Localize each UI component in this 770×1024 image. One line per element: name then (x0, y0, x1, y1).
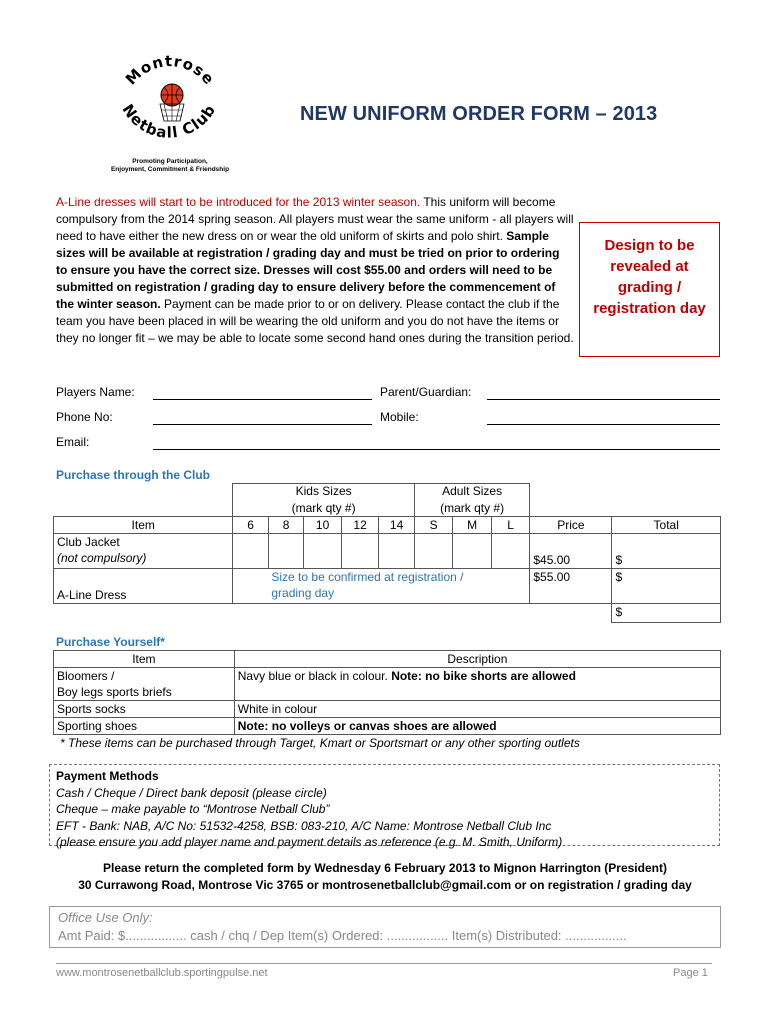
club-logo (100, 55, 240, 175)
self-desc-header: Description (234, 651, 720, 668)
size-6-header: 6 (233, 517, 268, 534)
kids-sizes-label: Kids Sizes (295, 484, 352, 498)
item-header: Item (54, 517, 233, 534)
players-name-field[interactable] (153, 399, 372, 400)
price-header: Price (530, 517, 612, 534)
self-purchase-footnote: * These items can be purchased through Target, Kmart or Sportsmart or any other sporting outlets (60, 736, 580, 750)
dress-item: A-Line Dress (54, 569, 233, 604)
mobile-field[interactable] (487, 424, 720, 425)
size-l-header: L (491, 517, 530, 534)
parent-guardian-field[interactable] (487, 399, 720, 400)
self-purchase-table (53, 650, 721, 735)
shoes-item: Sporting shoes (54, 718, 235, 735)
table-row (54, 668, 721, 701)
netball-icon (160, 84, 184, 121)
dress-total[interactable]: $ (612, 569, 721, 604)
page-title: NEW UNIFORM ORDER FORM – 2013 (300, 103, 658, 125)
email-label: Email: (56, 435, 90, 449)
jacket-qty-10[interactable] (304, 534, 342, 569)
svg-text:Montrose (122, 55, 218, 89)
table-row (54, 701, 721, 718)
kids-sizes-header (233, 484, 414, 501)
size-m-header: M (453, 517, 492, 534)
self-item-header: Item (54, 651, 235, 668)
bloomers-desc: Navy blue or black in colour. (237, 669, 392, 683)
dress-size-note (268, 569, 529, 604)
jacket-qty-6[interactable] (233, 534, 268, 569)
design-line-1: Design to be (604, 237, 695, 254)
office-use-box (49, 906, 721, 948)
bloomers-item: Bloomers / (57, 669, 115, 683)
intro-paragraph (56, 194, 574, 347)
size-s-header: S (414, 517, 453, 534)
office-title: Office Use Only: (58, 910, 153, 925)
jacket-price: $45.00 (530, 534, 612, 569)
players-name-label: Players Name: (56, 385, 135, 399)
phone-label: Phone No: (56, 410, 113, 424)
size-10-header: 10 (304, 517, 342, 534)
logo-tagline-2: Enjoyment, Commitment & Friendship (110, 166, 230, 173)
grand-total[interactable]: $ (612, 604, 721, 623)
jacket-qty-m[interactable] (453, 534, 492, 569)
jacket-item: Club Jacket (57, 535, 120, 549)
intro-bold-text: Sample sizes will be available at registration / grading day and must be tried on prior to ordering to ensure you have the correct size. Dresses will cost $55.00 and orders will need to be submitted on registration / grading day to ensure delivery before the commencement of the winter season. (56, 229, 560, 311)
payment-line-3: EFT - Bank: NAB, A/C No: 51532-4258, BSB: 083-210, A/C Name: Montrose Netball Club Inc (56, 818, 552, 833)
payment-title: Payment Methods (56, 769, 159, 783)
bloomers-note: Note: no bike shorts are allowed (391, 669, 576, 683)
intro-text-2: Payment can be made prior to or on delivery. Please contact the club if the team you have been placed in will be wearing the old uniform and you do not have the items or they no longer fit – we may be able to locate some second hand ones during the transition period. (56, 297, 574, 345)
logo-tagline-1: Promoting Participation, (132, 158, 208, 165)
footer-url: www.montrosenetballclub.sportingpulse.net (56, 967, 268, 979)
socks-desc: White in colour (234, 701, 720, 718)
return-line-2: 30 Currawong Road, Montrose Vic 3765 or montrosenetballclub@gmail.com or on registration / grading day (78, 878, 692, 892)
intro-red-sentence: A-Line dresses will start to be introduced for the 2013 winter season. (56, 195, 421, 209)
club-purchase-heading: Purchase through the Club (56, 468, 211, 482)
return-instructions (40, 860, 730, 894)
payment-methods-box (49, 764, 720, 850)
logo-tagline (100, 158, 240, 174)
table-row (54, 569, 721, 604)
dress-price: $55.00 (530, 569, 612, 604)
payment-line-2: Cheque – make payable to “Montrose Netball Club” (56, 802, 330, 817)
logo-bottom-text: Netball Club (118, 100, 220, 142)
shoes-note: Note: no volleys or canvas shoes are allowed (237, 719, 497, 733)
total-header: Total (612, 517, 721, 534)
size-8-header: 8 (268, 517, 303, 534)
kids-mark-qty: (mark qty #) (233, 500, 414, 517)
jacket-qty-s[interactable] (414, 534, 453, 569)
parent-guardian-label: Parent/Guardian: (380, 385, 472, 399)
email-field[interactable] (153, 449, 720, 450)
jacket-total[interactable]: $ (612, 534, 721, 569)
intro-text-1: This uniform will become compulsory from the 2014 spring season. All players must wear the same uniform - all players will need to have either the new dress on or wear the old uniform of skirts and polo shirt. (56, 195, 574, 243)
design-notice-box (579, 222, 720, 357)
jacket-note: (not compulsory) (57, 551, 147, 565)
logo-top-text: Montrose (121, 55, 219, 89)
self-purchase-heading: Purchase Yourself* (56, 635, 165, 649)
dress-note-2: grading day (271, 586, 335, 600)
payment-line-4: (please ensure you add player name and payment details as reference (e.g. M. Smith, Uniform) (56, 835, 563, 850)
return-line-1: Please return the completed form by Wednesday 6 February 2013 to Mignon Harrington (President) (103, 861, 667, 875)
mobile-label: Mobile: (380, 410, 419, 424)
design-line-3: grading / (617, 279, 682, 296)
table-row (54, 718, 721, 735)
payment-line-1: Cash / Cheque / Direct bank deposit (please circle) (56, 785, 327, 800)
table-row (54, 534, 721, 569)
adult-sizes-label: Adult Sizes (442, 484, 503, 498)
phone-field[interactable] (153, 424, 372, 425)
jacket-qty-8[interactable] (268, 534, 303, 569)
adult-mark-qty: (mark qty #) (414, 500, 530, 517)
size-14-header: 14 (379, 517, 414, 534)
footer-page-number: Page 1 (673, 967, 708, 979)
jacket-qty-l[interactable] (491, 534, 530, 569)
adult-sizes-header (414, 484, 530, 501)
design-line-4: registration day (593, 300, 706, 317)
jacket-qty-12[interactable] (341, 534, 379, 569)
size-12-header: 12 (341, 517, 379, 534)
bloomers-item-2: Boy legs sports briefs (57, 685, 172, 699)
club-purchase-table (53, 483, 721, 623)
design-line-2: revealed at (610, 258, 689, 275)
office-line: Amt Paid: $................. cash / chq / Dep Item(s) Ordered: ................. Item(s) Distributed: ................. (58, 928, 627, 943)
socks-item: Sports socks (54, 701, 235, 718)
jacket-qty-14[interactable] (379, 534, 414, 569)
dress-note-1: Size to be confirmed at registration / (271, 570, 464, 584)
footer-divider (56, 963, 712, 964)
